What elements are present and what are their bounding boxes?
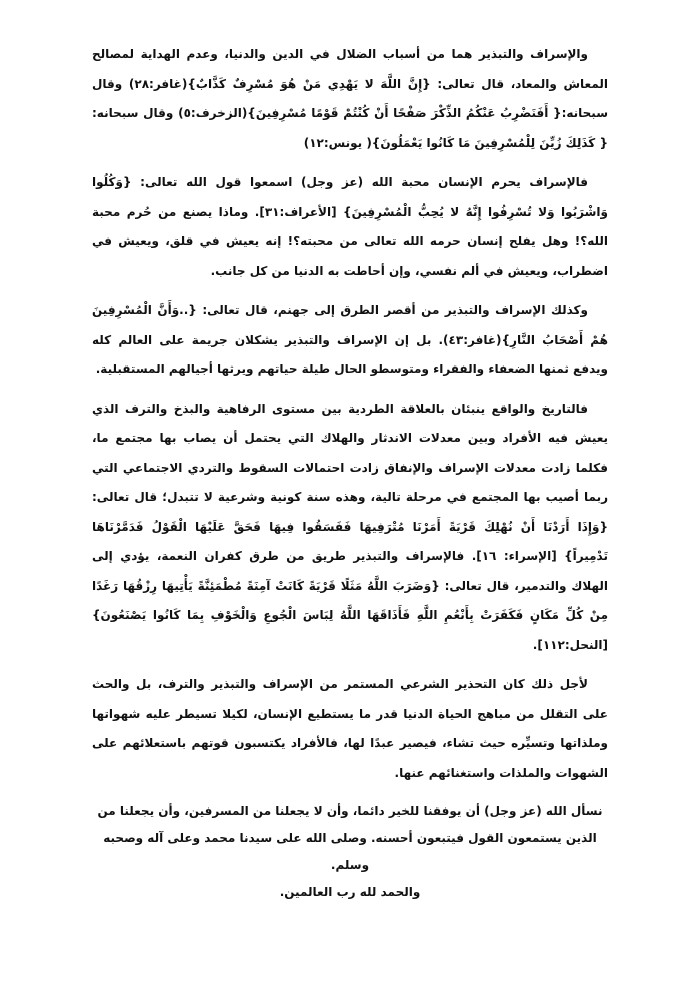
closing-line-3: والحمد لله رب العالمين. [279,885,421,899]
closing-prayer [92,798,608,906]
paragraph-4: فالتاريخ والواقع ينبئان بالعلاقة الطردية بين مستوى الرفاهية والبذخ والترف الذي يعيش فيه الأفراد وبين معدلات الاندثار والهلاك التي يحتمل أن يصاب بها مجتمع ما، فكلما زادت معدلات الإسراف والإنفاق زادت احتمالات السقوط والتردي الاجتماعي التي ربما أصيب بها المجتمع في مرحلة تالية، وهذه سنة كونية وشرعية لا تتبدل؛ قال تعالى: {وَإِذَا أَرَدْنَا أَنْ نُهْلِكَ قَرْيَةً أَمَرْنَا مُتْرَفِيهَا فَفَسَقُوا فِيهَا فَحَقَّ عَلَيْهَا الْقَوْلُ فَدَمَّرْنَاهَا تَدْمِيراً} [الإسراء: ١٦]. فالإسراف والتبذير طريق من طرق كفران النعمة، يؤدي إلى الهلاك والتدمير، قال تعالى: {وَضَرَبَ اللَّهُ مَثَلًا قَرْيَةً كَانَتْ آمِنَةً مُطْمَئِنَّةً يَأْتِيهَا رِزْقُهَا رَغَدًا مِنْ كُلِّ مَكَانٍ فَكَفَرَتْ بِأَنْعُمِ اللَّهِ فَأَذَاقَهَا اللَّهُ لِبَاسَ الْجُوعِ وَالْخَوْفِ بِمَا كَانُوا يَصْنَعُونَ} [النحل:١١٢]. [92,401,608,652]
paragraph-3: وكذلك الإسراف والتبذير من أقصر الطرق إلى جهنم، قال تعالى: {..وَأَنَّ الْمُسْرِفِينَ هُمْ أَصْحَابُ النَّارِ}(غافر:٤٣). بل إن الإسراف والتبذير يشكلان جريمة على العالم كله ويدفع ثمنها الضعفاء والفقراء ومتوسطو الحال طيلة حياتهم ويرثها أجيالهم المستقبلية. [92,303,608,376]
paragraph-2: فالإسراف يحرم الإنسان محبة الله (عز وجل) اسمعوا قول الله تعالى: {وَكُلُوا وَاشْرَبُوا وَلا تُسْرِفُوا إِنَّهُ لا يُحِبُّ الْمُسْرِفِينَ} [الأعراف:٣١]. وماذا يصنع من حُرم محبة الله؟! وهل يفلح إنسان حرمه الله تعالى من محبته؟! إنه يعيش في قلق، ويعيش في اضطراب، ويعيش في ألم نفسي، وإن أحاطت به الدنيا من كل جانب. [92,175,608,278]
paragraph-1: والإسراف والتبذير هما من أسباب الضلال في الدين والدنيا، وعدم الهداية لمصالح المعاش والمعاد، قال تعالى: {إِنَّ اللَّهَ لا يَهْدِي مَنْ هُوَ مُسْرِفٌ كَذَّابٌ}(غافر:٢٨) وقال سبحانه:{ أَفَنَضْرِبُ عَنْكُمُ الذِّكْرَ صَفْحًا أَنْ كُنْتُمْ قَوْمًا مُسْرِفِينَ}(الزخرف:٥) وقال سبحانه:{ كَذَلِكَ زُيِّنَ لِلْمُسْرِفِينَ مَا كَانُوا يَعْمَلُونَ}( يونس:١٢) [92,47,609,150]
closing-line-2: الذين يستمعون القول فيتبعون أحسنه. وصلى الله على سيدنا محمد وعلى آله وصحبه وسلم. [103,831,597,872]
paragraph-5: لأجل ذلك كان التحذير الشرعي المستمر من الإسراف والتبذير والترف، بل والحث على التقلل من مباهج الحياة الدنيا قدر ما يستطيع الإنسان، لكيلا تسيطر عليه شهواتها وملذاتها وتسيِّره حيث تشاء، فيصير عبدًا لها، فالأفراد يكتسبون قوتهم باستعلائهم على الشهوات والملذات واستغنائهم عنها. [92,677,608,780]
closing-line-1: نسأل الله (عز وجل) أن يوفقنا للخير دائما، وأن لا يجعلنا من المسرفين، وأن يجعلنا من [97,804,603,818]
